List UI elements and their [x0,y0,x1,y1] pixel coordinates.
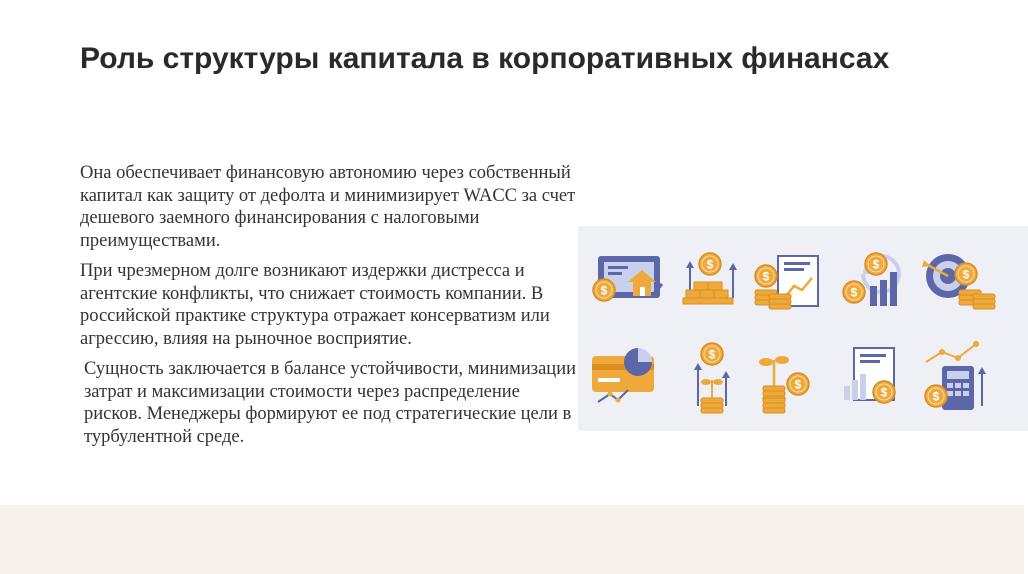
finance-icons-illustration: $ [578,226,1028,431]
paragraph-1: Она обеспечивает финансовую автономию через собственный капитал как защиту от дефолта и минимизирует WACC за счет дешевого заемного финансирования с налоговыми преимуществами. [80,163,576,251]
slide-title: Роль структуры капитала в корпоративных финансах [80,42,890,75]
pie-bar-chart-coins-icon [843,253,899,306]
calculator-coin-chart-icon [925,341,986,410]
paragraph-2: При чрезмерном долге возникают издержки дистресса и агентские конфликты, что снижает стоимость компании. В российской практике структура отражает консерватизм или агрессию, влияя на рыночное восприятие. [80,261,550,349]
footer-band [0,505,1024,574]
card-pie-chart-icon [592,348,654,403]
target-arrow-coins-icon [922,254,995,309]
document-house-coin-icon [593,256,662,301]
slide-body [80,162,580,456]
sprout-coin-icon [694,343,730,413]
plant-coins-icon [759,356,809,413]
paragraph-3: Сущность заключается в балансе устойчивости, минимизации затрат и максимизации стоимости через распределение рисков. Менеджеры формируют ее под стратегические цели в турбулентной среде. [84,359,577,447]
report-chart-coins-icon [755,256,818,309]
coin-gold-bars-icon [683,253,737,304]
report-bars-coin-icon [844,348,895,403]
